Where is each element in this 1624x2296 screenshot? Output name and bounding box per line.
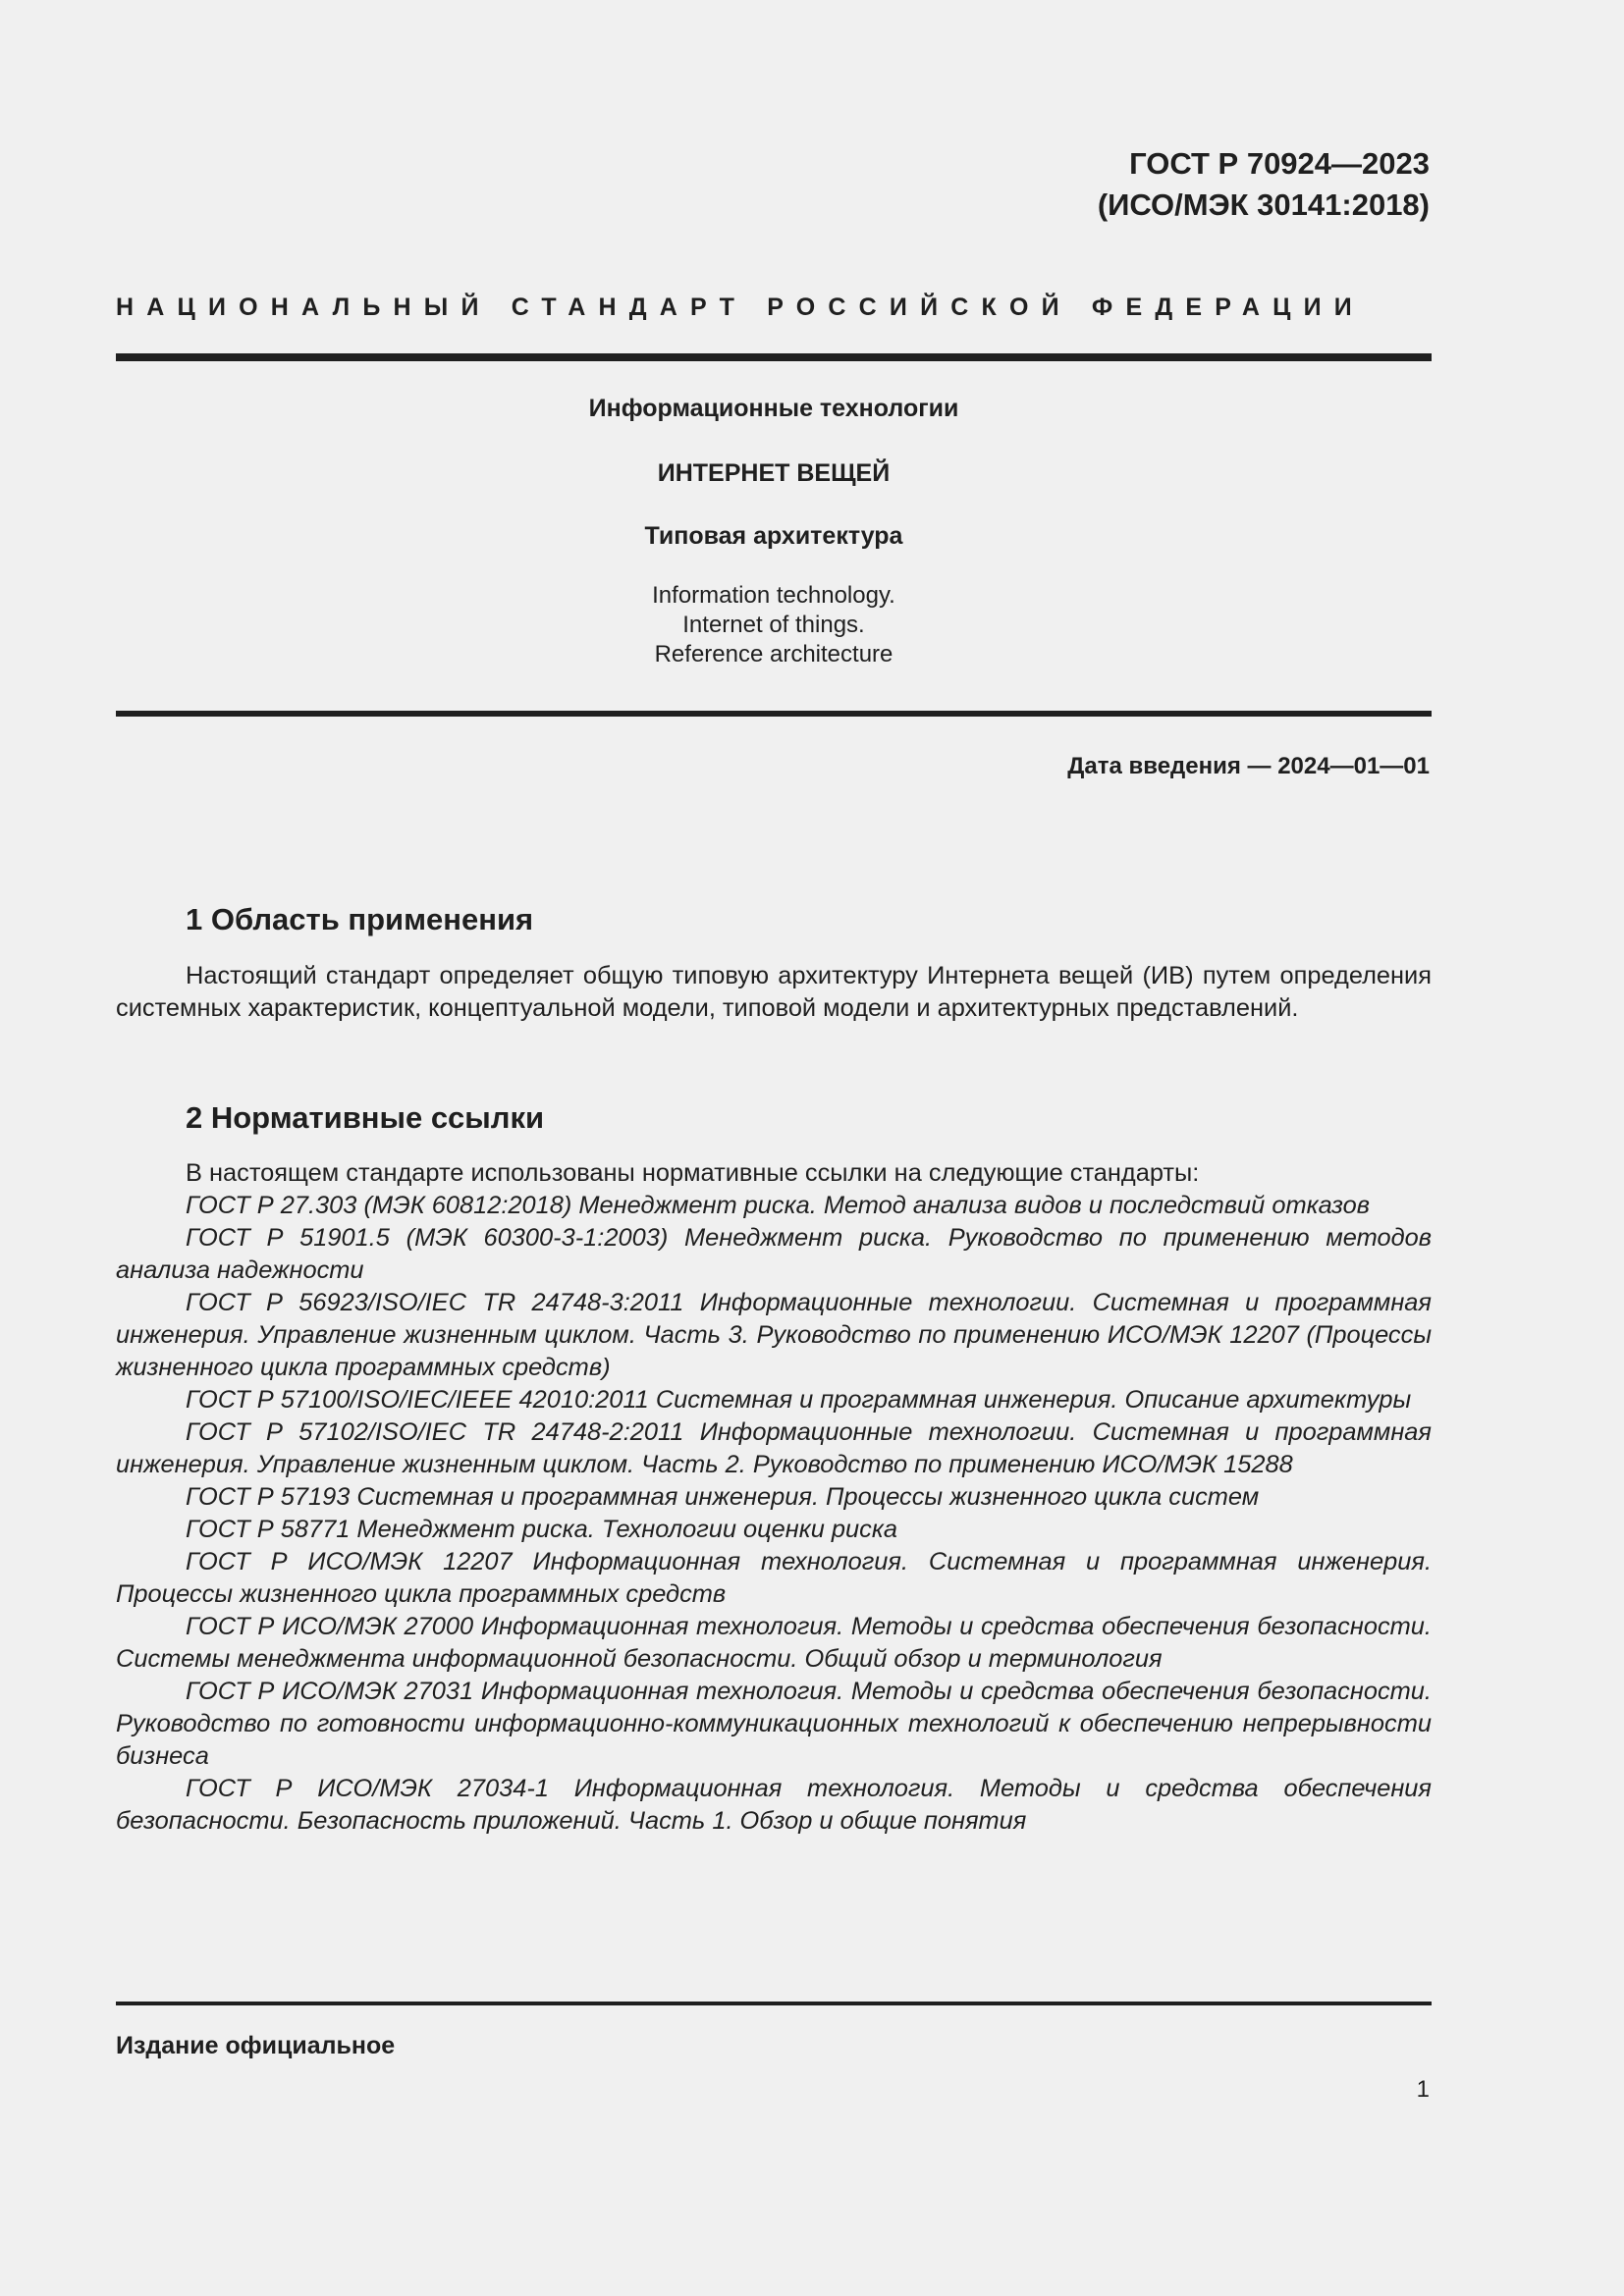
reference-item: ГОСТ Р 51901.5 (МЭК 60300-3-1:2003) Менеджмент риска. Руководство по применению методов анализа надежности (116, 1224, 1432, 1284)
document-number-line-2: (ИСО/МЭК 30141:2018) (1097, 187, 1430, 222)
section-1-heading: 1 Область применения (186, 902, 534, 936)
reference-item: ГОСТ Р 27.303 (МЭК 60812:2018) Менеджмент риска. Метод анализа видов и последствий отказов (186, 1192, 1371, 1219)
english-title-line: Information technology. (652, 582, 895, 609)
reference-item: ГОСТ Р 57100/ISO/IEC/IEEE 42010:2011 Системная и программная инженерия. Описание архитектуры (186, 1386, 1412, 1414)
top-divider (116, 353, 1432, 361)
title-sub: Типовая архитектура (644, 522, 903, 550)
section-2-intro: В настоящем стандарте использованы нормативные ссылки на следующие стандарты: (186, 1159, 1200, 1187)
title-subject: Информационные технологии (588, 395, 959, 422)
footer-divider (116, 2002, 1432, 2005)
reference-item: ГОСТ Р ИСО/МЭК 12207 Информационная технология. Системная и программная инженерия. Процессы жизненного цикла программных средств (116, 1548, 1432, 1608)
introduction-date: Дата введения — 2024—01—01 (1067, 753, 1430, 779)
section-2-heading: 2 Нормативные ссылки (186, 1100, 545, 1135)
section-1-paragraph: Настоящий стандарт определяет общую типовую архитектуру Интернета вещей (ИВ) путем определения системных характеристик, концептуальной модели, типовой модели и архитектурных представлений. (116, 962, 1432, 1022)
title-main: ИНТЕРНЕТ ВЕЩЕЙ (657, 459, 891, 487)
english-title (116, 581, 1432, 669)
reference-item: ГОСТ Р ИСО/МЭК 27031 Информационная технология. Методы и средства обеспечения безопасности. Руководство по готовности информационно-коммуникационных технологий к обеспечению непрерывности бизнеса (116, 1678, 1432, 1770)
reference-item: ГОСТ Р 58771 Менеджмент риска. Технологии оценки риска (186, 1516, 897, 1543)
reference-item: ГОСТ Р ИСО/МЭК 27000 Информационная технология. Методы и средства обеспечения безопасности. Системы менеджмента информационной безопасности. Общий обзор и терминология (116, 1613, 1432, 1673)
page-number: 1 (1416, 2076, 1430, 2103)
reference-item: ГОСТ Р ИСО/МЭК 27034-1 Информационная технология. Методы и средства обеспечения безопасности. Безопасность приложений. Часть 1. Обзор и общие понятия (116, 1775, 1432, 1835)
middle-divider (116, 711, 1432, 717)
reference-item: ГОСТ Р 56923/ISO/IEC TR 24748-3:2011 Информационные технологии. Системная и программная инженерия. Управление жизненным циклом. Часть 3. Руководство по применению ИСО/МЭК 12207 (Процессы жизненного цикла программных средств) (116, 1289, 1432, 1381)
english-title-line: Internet of things. (682, 612, 865, 638)
reference-item: ГОСТ Р 57102/ISO/IEC TR 24748-2:2011 Информационные технологии. Системная и программная инженерия. Управление жизненным циклом. Часть 2. Руководство по применению ИСО/МЭК 15288 (116, 1418, 1432, 1478)
official-edition-label: Издание официальное (116, 2032, 396, 2059)
document-number (1098, 143, 1430, 226)
document-number-line-1: ГОСТ Р 70924—2023 (1129, 146, 1430, 181)
national-standard-title: НАЦИОНАЛЬНЫЙ СТАНДАРТ РОССИЙСКОЙ ФЕДЕРАЦИИ (116, 294, 1365, 321)
section-1-body (116, 960, 1432, 1025)
section-2-body (116, 1157, 1432, 1838)
reference-item: ГОСТ Р 57193 Системная и программная инженерия. Процессы жизненного цикла систем (186, 1483, 1260, 1511)
english-title-line: Reference architecture (654, 641, 893, 667)
